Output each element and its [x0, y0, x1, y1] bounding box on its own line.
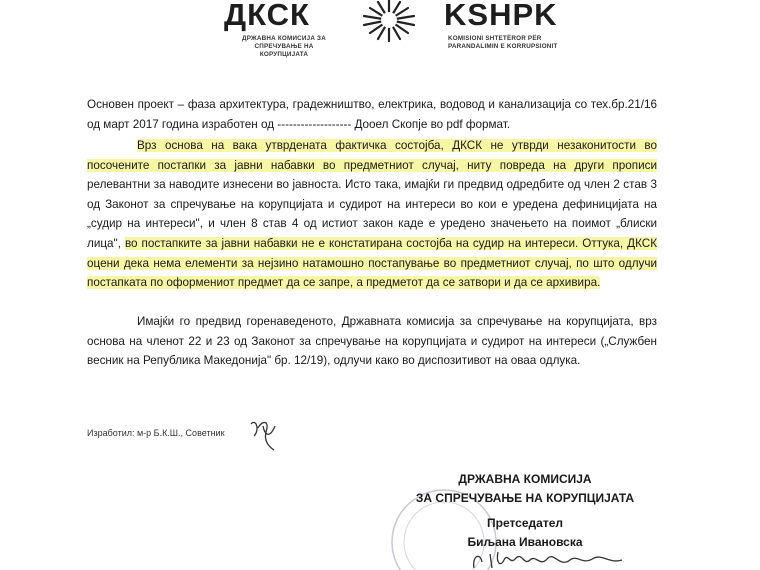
initials-signature-icon: [248, 416, 278, 452]
logo-dksk-subtitle: ДРЖАВНА КОМИСИЈА ЗА СПРЕЧУВАЊЕ НА КОРУПЦИЈАТА: [242, 35, 326, 58]
paragraph-project: Основен проект – фаза архитектура, градежништво, електрика, водовод и канализација со тех.бр.21/16 од март 2017 година изработен од ------------------- Дооел Скопје во pdf формат.: [87, 98, 657, 131]
paragraph-findings-middle: релевантни за наводите изнесени во јавноста. Исто така, имајќи ги предвид одредбите од член 2 став 3 од Законот за спречување на корупцијата и судирот на интереси во кои е уредена дефиницијата на „судир на интереси", и член 8 став 4 од истиот закон каде е уредено значењето на поимот „блиски лица",: [87, 178, 657, 250]
logo-kshpk: KSHPK: [444, 0, 558, 32]
paragraph-findings: [87, 136, 657, 293]
paragraph-conclusion-text: Имајќи го предвид горенаведеното, Државната комисија за спречување на корупцијата, врз основа на членот 22 и 23 од Законот за спречување на корупцијата и судирот на интереси („Службен весник на Република Македонија" бр. 12/19), одлучи како во диспозитивот на оваа одлука.: [87, 315, 657, 368]
signature-role: Претседател: [486, 516, 563, 530]
signature-block: [380, 470, 670, 552]
letterhead: [200, 0, 570, 58]
highlight-finding-2: во постапките за јавни набавки не е констатирана состојба на судир на интереси. Оттука, ДКСК оцени дека нема елементи за нејзино натамошно постапување во предметниот случај, по што одлучи постапката по оформениот предмет да се запре, а предметот да се затвори и да се архивира.: [87, 236, 657, 290]
logo-kshpk-subtitle: KOMISIONI SHTETËROR PËR PARANDALIMIN E KORRUPSIONIT: [448, 35, 558, 50]
signature-name: Биљана Ивановска: [467, 535, 583, 549]
prepared-by: Изработил: м-р Б.К.Ш., Советник: [87, 428, 225, 438]
logo-dksk: ДКСК: [224, 0, 310, 32]
handwritten-signature-icon: [470, 548, 630, 570]
highlight-finding-1: Врз основа на вака утврдената фактичка состојба, ДКСК не утврди незаконитости во посочените постапки за јавни набавки во предметниот случај, ниту повреда на други прописи: [87, 139, 657, 172]
signature-institution-line1: ДРЖАВНА КОМИСИЈА: [458, 472, 592, 486]
signature-institution-line2: ЗА СПРЕЧУВАЊЕ НА КОРУПЦИЈАТА: [415, 491, 635, 505]
paragraph-conclusion: [87, 312, 657, 371]
sunburst-emblem-icon: [346, 0, 432, 42]
